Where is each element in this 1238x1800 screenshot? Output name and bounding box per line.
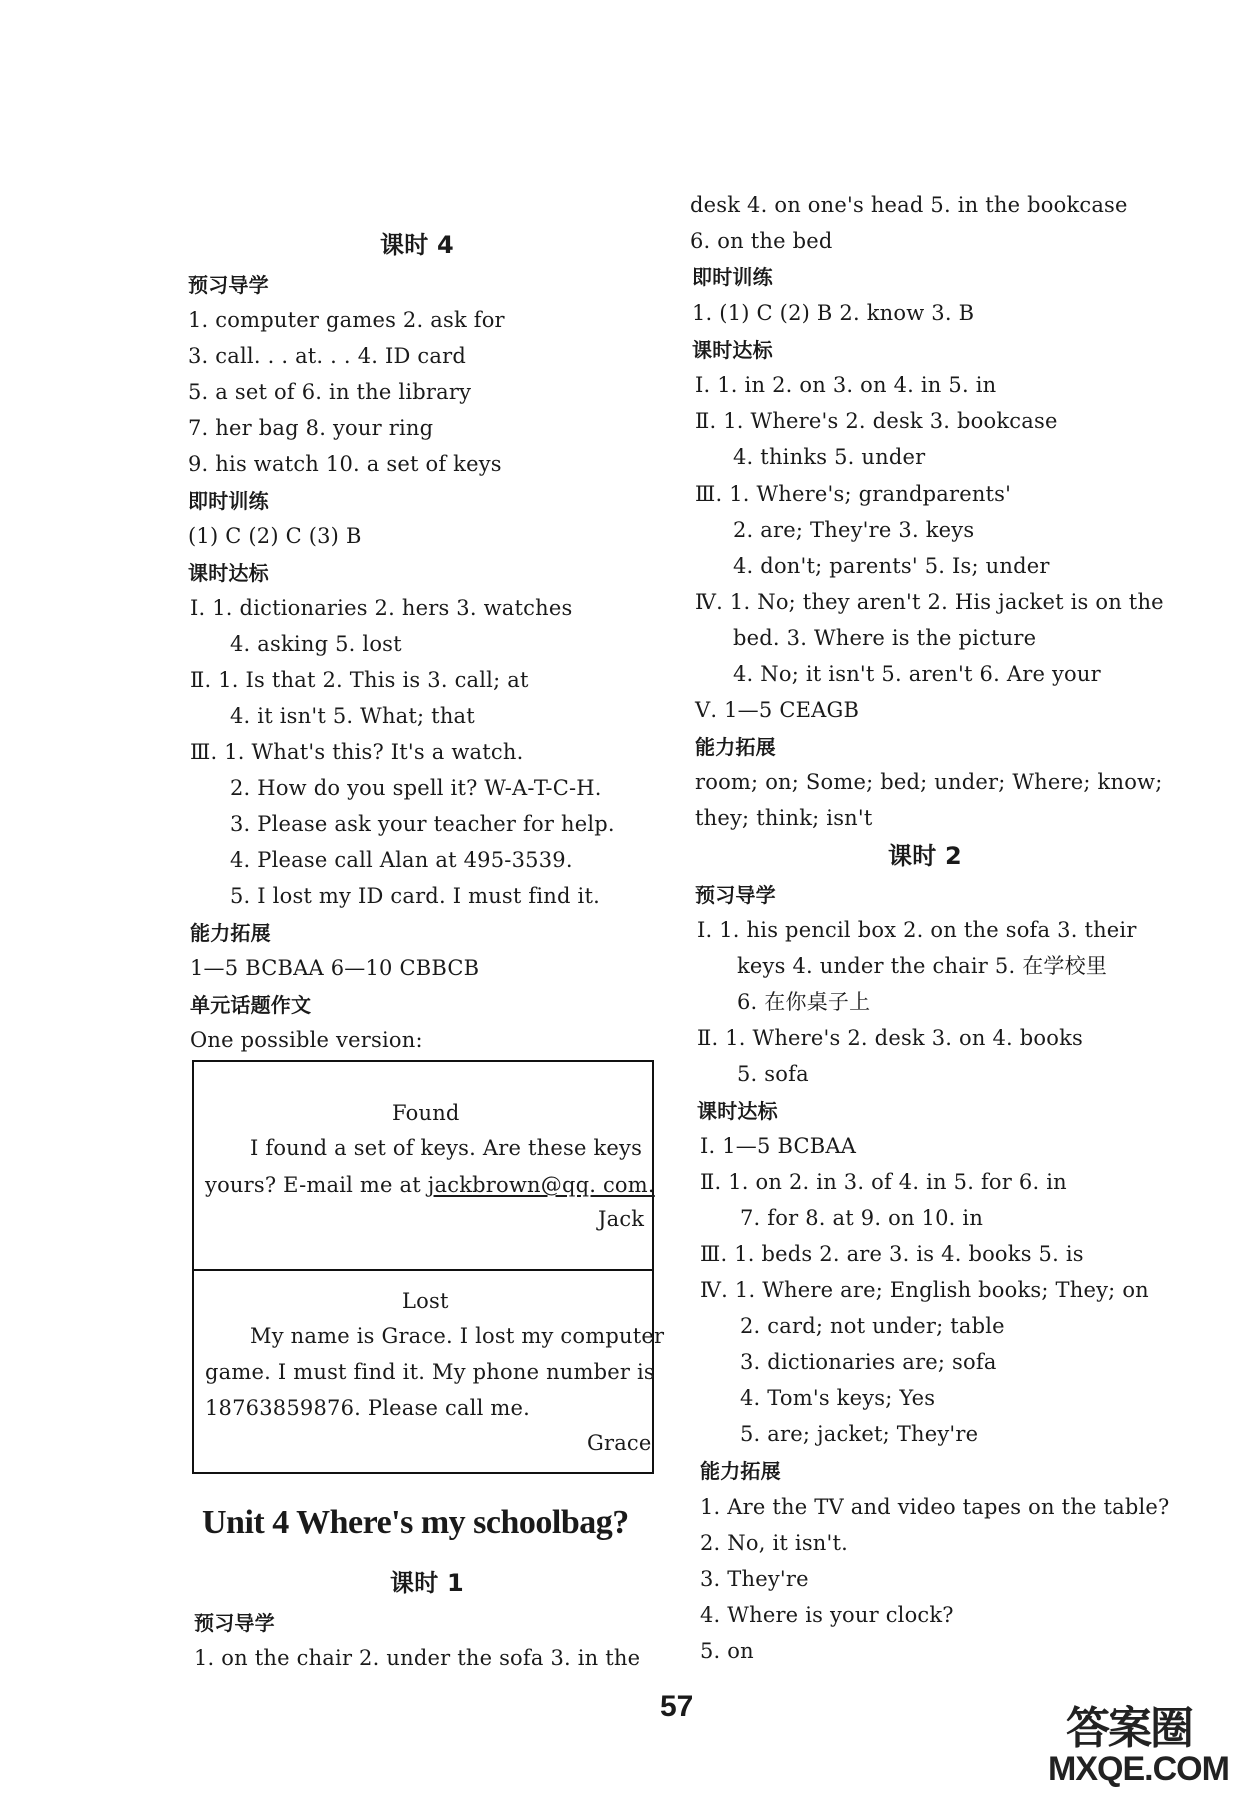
target-line: 4. No; it isn't 5. aren't 6. Are your [733,662,1101,686]
found-sign: Jack [598,1207,645,1231]
l2-preview-line: keys 4. under the chair 5. 在学校里 [737,954,1108,978]
l2-preview-line: Ⅰ. 1. his pencil box 2. on the sofa 3. their [697,918,1137,942]
lost-title: Lost [402,1289,449,1313]
ability-heading: 能力拓展 [695,735,776,759]
l2-ability-line: 5. on [700,1639,754,1663]
lost-line: game. I must find it. My phone number is [205,1360,655,1384]
found-title: Found [392,1101,460,1125]
l2-target-line: Ⅰ. 1—5 BCBAA [700,1134,857,1158]
lesson2-title: 课时 2 [888,842,962,870]
ability-answers: 1—5 BCBAA 6—10 CBBCB [190,956,480,980]
preview-line: 3. call. . . at. . . 4. ID card [188,344,466,368]
watermark-bottom: MXQE.COM [1048,1750,1229,1788]
lost-line: My name is Grace. I lost my computer [250,1324,665,1348]
practice-answers: (1) C (2) C (3) B [188,524,362,548]
cont-line: 6. on the bed [690,229,833,253]
lesson1-title: 课时 1 [390,1569,464,1597]
l2-target-line: 4. Tom's keys; Yes [740,1386,936,1410]
target-line: bed. 3. Where is the picture [733,626,1037,650]
found-line: yours? E-mail me at jackbrown@qq. com. [205,1173,655,1197]
email-link: jackbrown@qq. com. [427,1173,655,1197]
target-line: Ⅰ. 1. dictionaries 2. hers 3. watches [190,596,573,620]
unit-title: Unit 4 Where's my schoolbag? [202,1504,629,1541]
l2-ability-line: 4. Where is your clock? [700,1603,954,1627]
preview-line: 7. her bag 8. your ring [188,416,434,440]
target-line: 2. are; They're 3. keys [733,518,975,542]
l2-target-line: 2. card; not under; table [740,1314,1005,1338]
watermark-top: 答案圈 [1066,1704,1192,1753]
practice-heading: 即时训练 [692,265,773,289]
essay-intro: One possible version: [190,1028,423,1052]
l2-target-line: Ⅲ. 1. beds 2. are 3. is 4. books 5. is [700,1242,1084,1266]
target-line: Ⅲ. 1. Where's; grandparents' [695,482,1012,506]
target-line: 4. thinks 5. under [733,445,926,469]
watermark-logo [1048,1692,1232,1796]
target-heading: 课时达标 [188,561,269,585]
target-line: 4. it isn't 5. What; that [230,704,475,728]
target-heading: 课时达标 [692,338,773,362]
essay-heading: 单元话题作文 [190,993,312,1017]
lost-sign: Grace [587,1431,652,1455]
l1-preview-line: 1. on the chair 2. under the sofa 3. in the [194,1646,641,1670]
l2-ability-line: 2. No, it isn't. [700,1531,849,1555]
target-line: Ⅱ. 1. Is that 2. This is 3. call; at [190,668,529,692]
ability-line: they; think; isn't [695,806,873,830]
preview-heading: 预习导学 [188,273,269,297]
page-number: 57 [660,1690,694,1723]
ability-line: room; on; Some; bed; under; Where; know; [695,770,1163,794]
target-line: Ⅴ. 1—5 CEAGB [695,698,860,722]
target-line: Ⅰ. 1. in 2. on 3. on 4. in 5. in [695,373,997,397]
ability-heading: 能力拓展 [190,921,271,945]
preview-line: 5. a set of 6. in the library [188,380,472,404]
target-line: 2. How do you spell it? W-A-T-C-H. [230,776,602,800]
l2-target-line: Ⅳ. 1. Where are; English books; They; on [700,1278,1149,1302]
l2-preview-heading: 预习导学 [695,883,776,907]
l2-target-heading: 课时达标 [697,1099,778,1123]
practice-heading: 即时训练 [188,489,269,513]
lost-line: 18763859876. Please call me. [205,1396,530,1420]
l2-target-line: 5. are; jacket; They're [740,1422,979,1446]
l2-preview-line: Ⅱ. 1. Where's 2. desk 3. on 4. books [697,1026,1084,1050]
l2-target-line: Ⅱ. 1. on 2. in 3. of 4. in 5. for 6. in [700,1170,1067,1194]
lesson4-title: 课时 4 [380,231,454,259]
target-line: Ⅲ. 1. What's this? It's a watch. [190,740,524,764]
target-line: 5. I lost my ID card. I must find it. [230,884,600,908]
l2-preview-line: 5. sofa [737,1062,809,1086]
practice-answers: 1. (1) C (2) B 2. know 3. B [692,301,975,325]
target-line: 3. Please ask your teacher for help. [230,812,615,836]
target-line: 4. asking 5. lost [230,632,402,656]
l2-ability-heading: 能力拓展 [700,1459,781,1483]
target-line: Ⅱ. 1. Where's 2. desk 3. bookcase [695,409,1058,433]
target-line: 4. Please call Alan at 495-3539. [230,848,573,872]
l2-target-line: 7. for 8. at 9. on 10. in [740,1206,984,1230]
target-line: Ⅳ. 1. No; they aren't 2. His jacket is on the [695,590,1164,614]
essay-divider [192,1269,652,1271]
l1-preview-heading: 预习导学 [194,1611,275,1635]
l2-ability-line: 3. They're [700,1567,809,1591]
found-line: I found a set of keys. Are these keys [250,1136,643,1160]
cont-line: desk 4. on one's head 5. in the bookcase [690,193,1128,217]
preview-line: 1. computer games 2. ask for [188,308,505,332]
l2-target-line: 3. dictionaries are; sofa [740,1350,997,1374]
target-line: 4. don't; parents' 5. Is; under [733,554,1050,578]
preview-line: 9. his watch 10. a set of keys [188,452,502,476]
l2-ability-line: 1. Are the TV and video tapes on the table? [700,1495,1170,1519]
l2-preview-line: 6. 在你桌子上 [737,990,871,1014]
